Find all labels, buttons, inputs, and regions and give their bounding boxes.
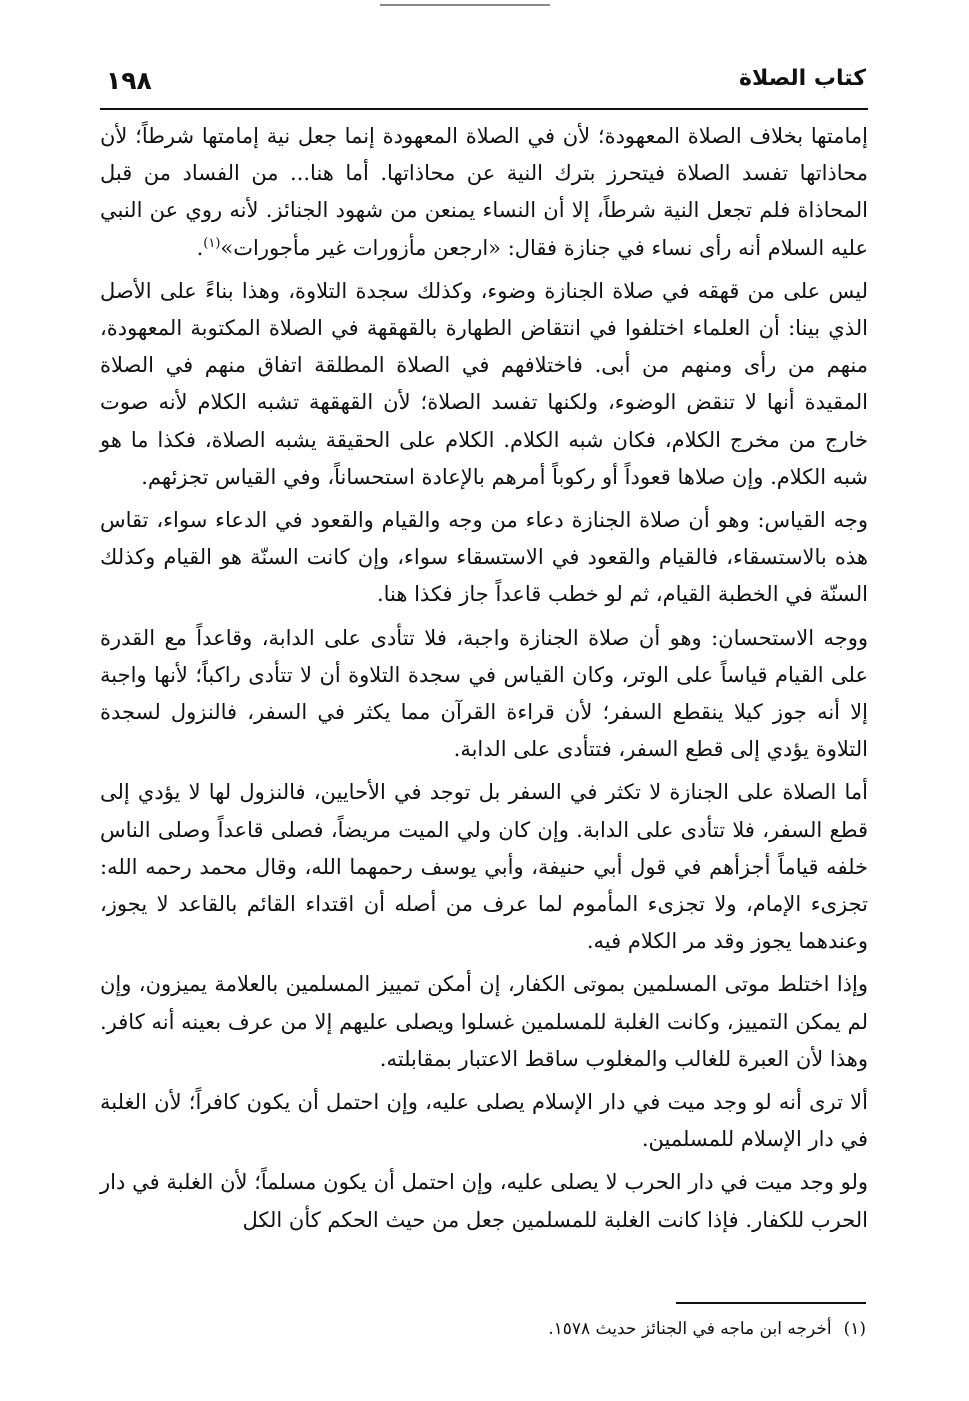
footnote-divider xyxy=(676,1302,866,1304)
header-divider xyxy=(100,108,868,110)
footnote-number: (١) xyxy=(843,1319,866,1339)
top-scan-mark xyxy=(380,4,550,6)
page-number: ١٩٨ xyxy=(106,66,152,95)
main-text xyxy=(100,118,868,1245)
paragraph: ولو وجد ميت في دار الحرب لا يصلى عليه، وإن احتمل أن يكون مسلماً؛ لأن الغلبة في دار الحرب للكفار. فإذا كانت الغلبة للمسلمين جعل من حيث الحكم كأن الكل xyxy=(100,1170,868,1232)
paragraph: وإذا اختلط موتى المسلمين بموتى الكفار، إن أمكن تمييز المسلمين بالعلامة يميزون، وإن لم يمكن التمييز، وكانت الغلبة للمسلمين غسلوا ويصلى عليهم إلا من عرف بعينه أنه كافر. وهذا لأن العبرة للغالب والمغلوب ساقط الاعتبار بمقابلته. xyxy=(100,972,868,1071)
footnote-text: أخرجه ابن ماجه في الجنائز حديث ١٥٧٨. xyxy=(548,1319,832,1339)
paragraph: إمامتها بخلاف الصلاة المعهودة؛ لأن في الصلاة المعهودة إنما جعل نية إمامتها شرطاً؛ لأن محاذاتها تفسد الصلاة فيتحرز بترك النية عن محاذاتها. أما هنا... من الفساد من قبل المحاذاة فلم تجعل النية شرطاً، إلا أن النساء يمنعن من شهود الجنائز. لأنه روي عن النبي عليه السلام أنه رأى نساء في جنازة فقال: «ارجعن مأزورات غير مأجورات»$^{(١)}$. xyxy=(100,124,868,260)
page-header xyxy=(100,64,868,104)
running-title: كتاب الصلاة xyxy=(739,66,866,91)
footnote-reference: (١) xyxy=(203,235,221,251)
paragraph: ووجه الاستحسان: وهو أن صلاة الجنازة واجبة، فلا تتأدى على الدابة، وقاعداً مع القدرة على القيام قياساً على الوتر، وكان القياس في سجدة التلاوة أن لا تتأدى راكباً؛ لأنها واجبة إلا أنه جوز كيلا ينقطع السفر؛ لأن قراءة القرآن مما يكثر في السفر، فالنزول لسجدة التلاوة يؤدي إلى قطع السفر، فتتأدى على الدابة. xyxy=(100,625,868,762)
paragraph: وجه القياس: وهو أن صلاة الجنازة دعاء من وجه والقيام والقعود في الدعاء سواء، تقاس هذه بالاستسقاء، فالقيام والقعود في الاستسقاء سواء، وإن كانت السنّة هو القيام وكذلك السنّة في الخطبة القيام، ثم لو خطب قاعداً جاز فكذا هنا. xyxy=(100,508,868,607)
paragraph: ليس على من قهقه في صلاة الجنازة وضوء، وكذلك سجدة التلاوة، وهذا بناءً على الأصل الذي بينا: أن العلماء اختلفوا في انتقاض الطهارة بالقهقهة في الصلاة المكتوبة المعهودة، منهم من رأى ومنهم من أبى. فاختلافهم في الصلاة المطلقة اتفاق منهم في الصلاة المقيدة أنها لا تنقض الوضوء، ولكنها تفسد الصلاة؛ لأن القهقهة تشبه الكلام لأنه صوت خارج من مخرج الكلام، فكان شبه الكلام. الكلام على الحقيقة يشبه الصلاة، فكذا ما هو شبه الكلام. وإن صلاها قعوداً أو ركوباً أمرهم بالإعادة استحساناً، وفي القياس تجزئهم. xyxy=(100,278,868,489)
footnote xyxy=(100,1316,866,1342)
paragraph: ألا ترى أنه لو وجد ميت في دار الإسلام يصلى عليه، وإن احتمل أن يكون كافراً؛ لأن الغلبة في دار الإسلام للمسلمين. xyxy=(100,1090,868,1152)
paragraph: أما الصلاة على الجنازة لا تكثر في السفر بل توجد في الأحايين، فالنزول لها لا يؤدي إلى قطع السفر، فلا تتأدى على الدابة. وإن كان ولي الميت مريضاً، فصلى قاعداً وصلى الناس خلفه قياماً أجزأهم في قول أبي حنيفة، وأبي يوسف رحمهما الله، وقال محمد رحمه الله: تجزىء الإمام، ولا تجزىء المأموم لما عرف من أصله أن اقتداء القائم بالقاعد لا يجوز، وعندهما يجوز وقد مر الكلام فيه. xyxy=(100,780,868,954)
